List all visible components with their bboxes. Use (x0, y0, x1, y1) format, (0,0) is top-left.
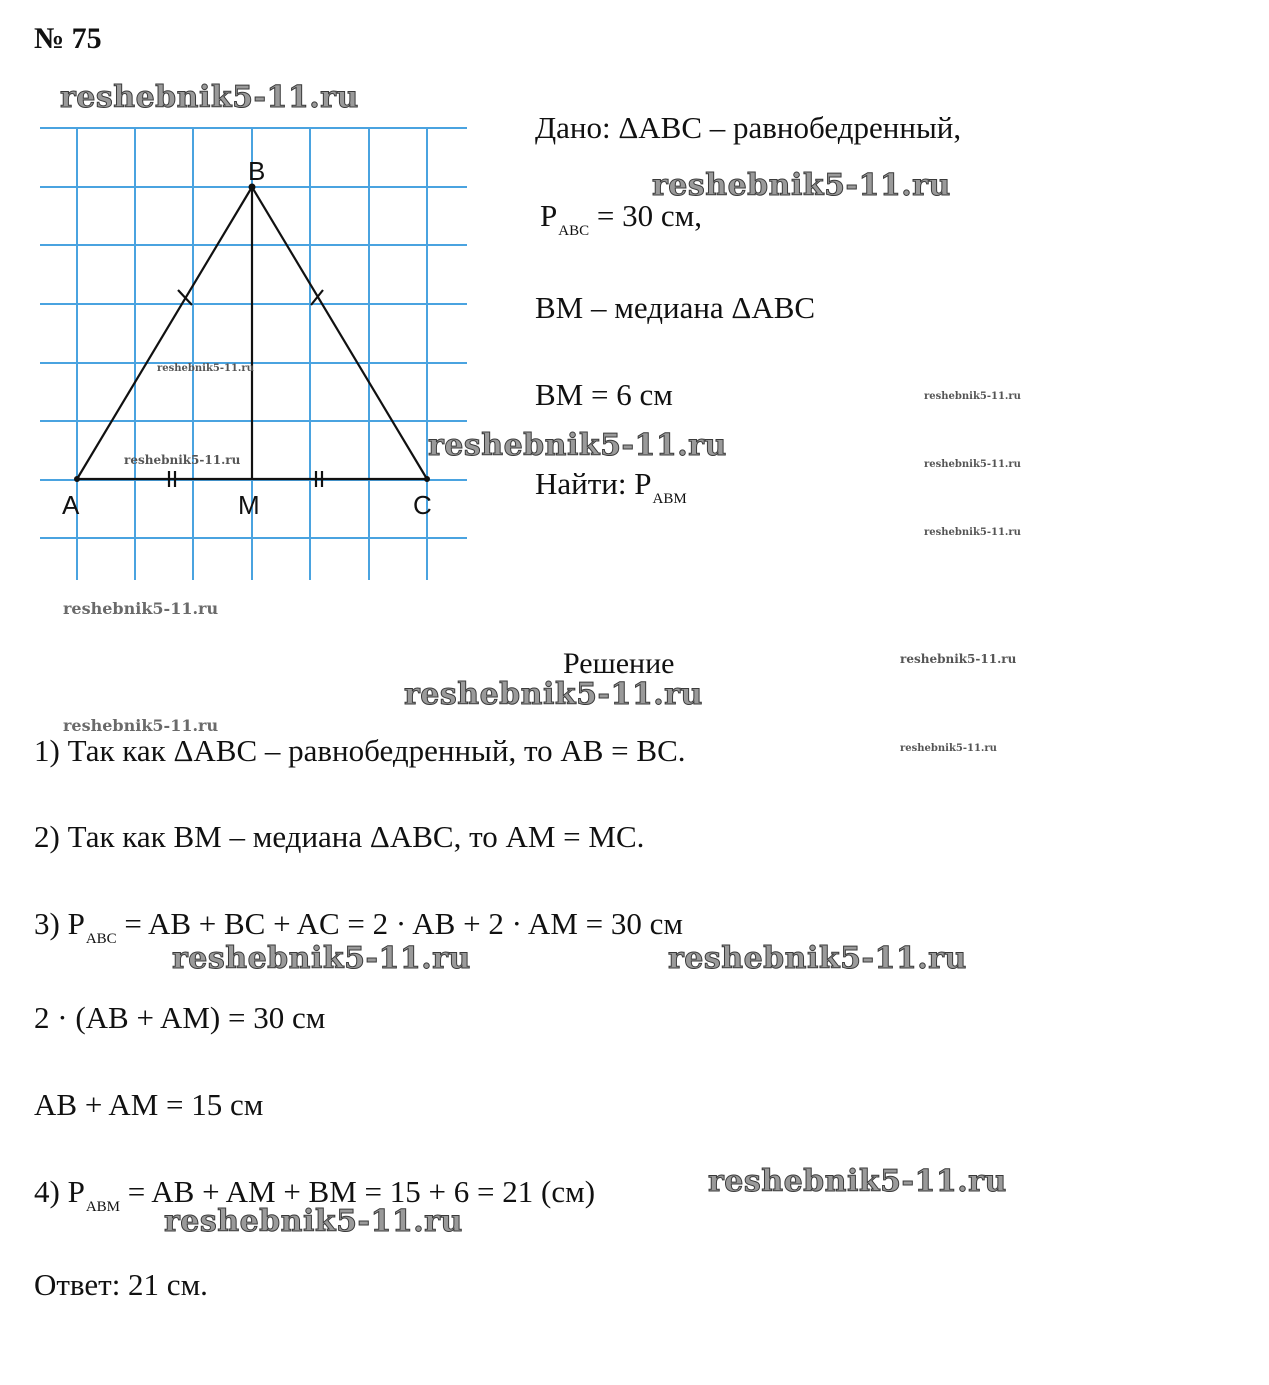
solution-step-3 (34, 906, 683, 947)
watermark: reshebnik5-11.ru (164, 1204, 463, 1239)
given-line-4: BM = 6 см (535, 377, 673, 412)
solution-step-1: 1) Так как ΔABC – равнобедренный, то AB = BC. (34, 733, 686, 768)
step-3-formula: = AB + BC + AC = 2 · AB + 2 · AM = 30 см (116, 906, 683, 941)
point-c (424, 476, 430, 482)
step-3-prefix: 3) P (34, 906, 85, 941)
label-b: B (248, 156, 266, 186)
watermark: reshebnik5-11.ru (63, 599, 219, 618)
label-m: M (238, 490, 260, 520)
step-4-formula: = AB + AM + BM = 15 + 6 = 21 (см) (120, 1174, 596, 1209)
solution-step-2: 2) Так как BM – медиана ΔABC, то AM = MC. (34, 819, 645, 854)
step-4-subscript: ABM (85, 1199, 121, 1215)
given-line-1: Дано: ΔABC – равнобедренный, (535, 110, 962, 145)
solution-step-3c: AB + AM = 15 см (34, 1087, 264, 1122)
watermark: reshebnik5-11.ru (924, 391, 1021, 402)
point-a (74, 476, 80, 482)
watermark: reshebnik5-11.ru (668, 941, 967, 976)
watermark: reshebnik5-11.ru (900, 652, 1017, 666)
solution-step-3b: 2 · (AB + AM) = 30 см (34, 1000, 326, 1035)
step-4-prefix: 4) P (34, 1174, 85, 1209)
label-a: A (62, 490, 80, 520)
find-line (535, 466, 687, 507)
find-label: Найти: P (535, 466, 652, 501)
label-c: C (413, 490, 432, 520)
given-line-3: BM – медиана ΔABC (535, 290, 816, 325)
watermark: reshebnik5-11.ru (172, 941, 471, 976)
watermark: reshebnik5-11.ru (708, 1164, 1007, 1199)
side-ab (77, 187, 252, 479)
answer: Ответ: 21 см. (34, 1267, 208, 1302)
find-subscript: ABM (652, 491, 687, 507)
watermark: reshebnik5-11.ru (124, 453, 241, 467)
given-perimeter (540, 198, 702, 239)
problem-number: № 75 (34, 22, 102, 55)
side-bc (252, 187, 427, 479)
watermark: reshebnik5-11.ru (60, 80, 359, 115)
watermark: reshebnik5-11.ru (404, 677, 703, 712)
watermark: reshebnik5-11.ru (63, 716, 219, 735)
perimeter-value: = 30 см, (589, 198, 702, 233)
watermark: reshebnik5-11.ru (652, 168, 951, 203)
watermark: reshebnik5-11.ru (157, 363, 254, 374)
step-3-subscript: ABC (85, 931, 117, 947)
perimeter-symbol: P (540, 198, 558, 233)
watermark: reshebnik5-11.ru (900, 743, 997, 754)
watermark: reshebnik5-11.ru (428, 428, 727, 463)
perimeter-subscript: ABC (558, 223, 590, 239)
watermark: reshebnik5-11.ru (924, 459, 1021, 470)
solution-step-4 (34, 1174, 596, 1215)
watermark: reshebnik5-11.ru (924, 527, 1021, 538)
solution-heading: Решение (563, 647, 675, 680)
